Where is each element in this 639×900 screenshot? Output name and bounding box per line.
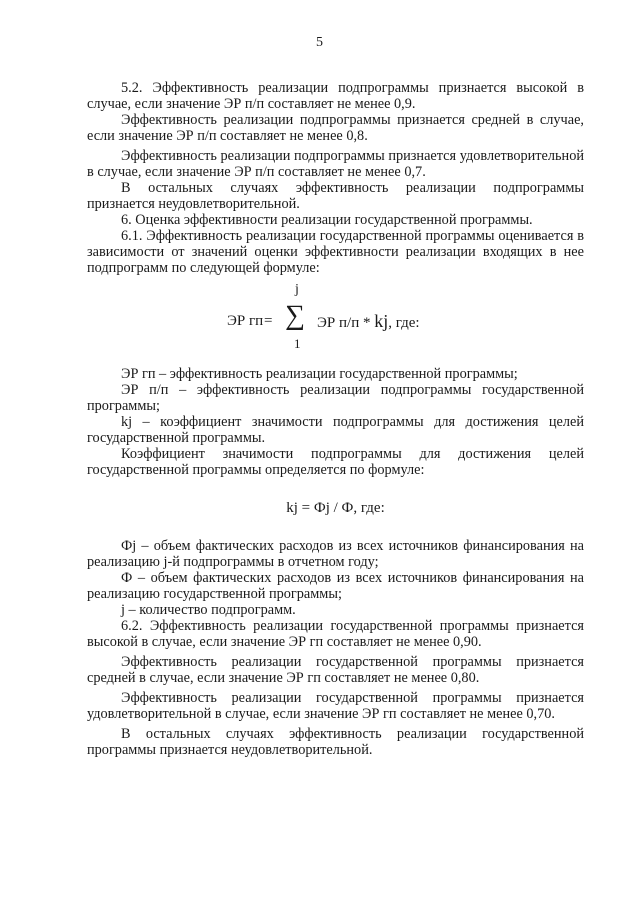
definition-er-gp: ЭР гп – эффективность реализации государственной программы; xyxy=(121,366,518,382)
paragraph-unsatisfactory-program: В остальных случаях эффективность реализации государственной программы признается неудовлетворительной. xyxy=(87,726,584,758)
paragraph-5-2: 5.2. Эффективность реализации подпрограммы признается высокой в случае, если значение ЭР п/п составляет не менее 0,9. xyxy=(87,80,584,112)
formula-coefficient: kj xyxy=(374,311,389,331)
definition-j: j – количество подпрограмм. xyxy=(121,602,296,618)
sum-lower-limit: 1 xyxy=(294,336,301,351)
definition-fj: Фj – объем фактических расходов из всех источников финансирования на реализацию j-й подпрограммы в отчетном году; xyxy=(87,538,584,570)
paragraph-medium-subprogram: Эффективность реализации подпрограммы признается средней в случае, если значение ЭР п/п составляет не менее 0,8. xyxy=(87,112,584,144)
paragraph-6-1: 6.1. Эффективность реализации государственной программы оценивается в зависимости от значений оценки эффективности реализации входящих в нее подпрограмм по следующей формуле: xyxy=(87,228,584,276)
formula-equals: = xyxy=(264,313,273,329)
paragraph-6-2: 6.2. Эффективность реализации государственной программы признается высокой в случае, если значение ЭР гп составляет не менее 0,90. xyxy=(87,618,584,650)
formula-rhs-term: ЭР п/п * xyxy=(317,315,371,331)
definition-er-pp: ЭР п/п – эффективность реализации подпрограммы государственной программы; xyxy=(87,382,584,414)
paragraph-unsatisfactory-subprogram: В остальных случаях эффективность реализации подпрограммы признается неудовлетворительной. xyxy=(87,180,584,212)
formula-rhs-suffix: , где: xyxy=(388,315,420,331)
definition-f: Ф – объем фактических расходов из всех источников финансирования на реализацию государственной программы; xyxy=(87,570,584,602)
sum-upper-limit: j xyxy=(295,282,299,297)
formula-lhs: ЭР гп xyxy=(227,313,264,329)
paragraph-coefficient-formula: Коэффициент значимости подпрограммы для достижения целей государственной программы определяется по формуле: xyxy=(87,446,584,478)
formula-rhs xyxy=(317,313,420,331)
page-number: 5 xyxy=(316,35,323,50)
formula-program-efficiency xyxy=(87,282,584,356)
formula-coefficient-kj: kj = Фj / Ф, где: xyxy=(286,500,385,516)
section-heading-6: 6. Оценка эффективности реализации государственной программы. xyxy=(121,212,533,228)
paragraph-satisfactory-subprogram: Эффективность реализации подпрограммы признается удовлетворительной в случае, если значение ЭР п/п составляет не менее 0,7. xyxy=(87,148,584,180)
definition-kj: kj – коэффициент значимости подпрограммы для достижения целей государственной программы. xyxy=(87,414,584,446)
document-body xyxy=(87,80,584,758)
paragraph-satisfactory-program: Эффективность реализации государственной программы признается удовлетворительной в случае, если значение ЭР гп составляет не менее 0,70. xyxy=(87,690,584,722)
sum-symbol: ∑ xyxy=(285,300,305,331)
paragraph-medium-program: Эффективность реализации государственной программы признается средней в случае, если значение ЭР гп составляет не менее 0,80. xyxy=(87,654,584,686)
